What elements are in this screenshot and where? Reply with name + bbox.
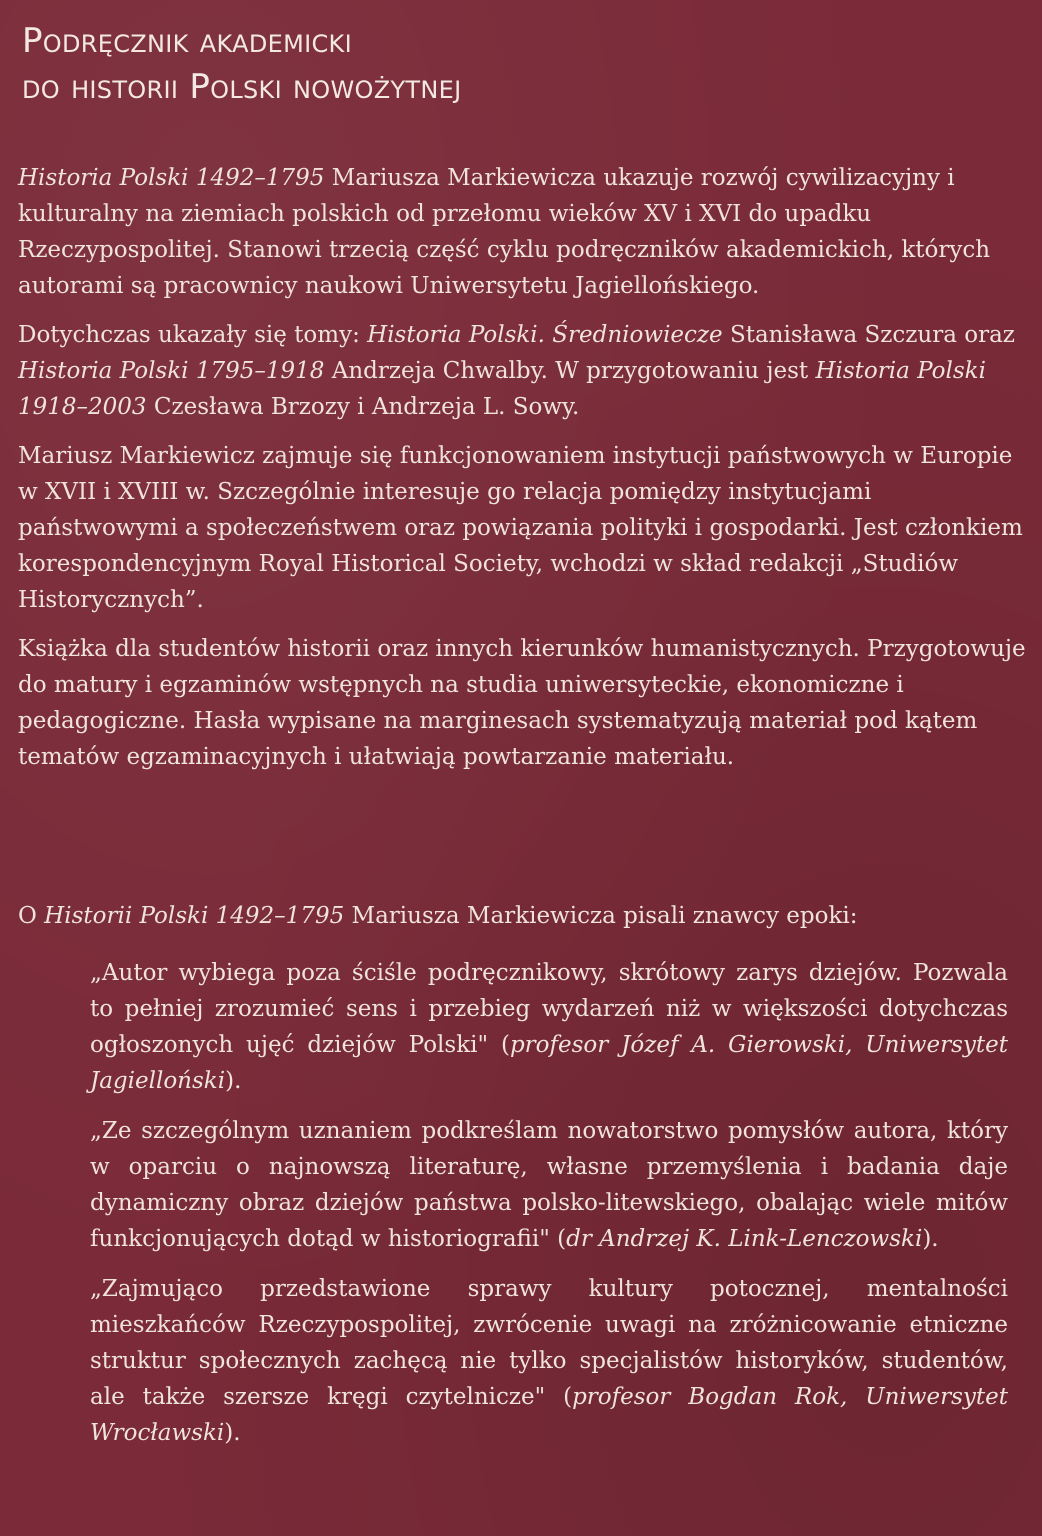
series-text-4: Czesława Brzozy i Andrzeja L. Sowy. — [146, 394, 580, 420]
review-quotes — [90, 955, 1008, 1465]
paragraph-series — [18, 317, 1026, 425]
quote-text: „Zajmująco przedstawione sprawy kultury potocznej, mentalności mieszkańców Rzeczypospolitej, zwrócenie uwagi na zróżnicowanie etniczne struktur społecznych zachęcą nie tylko specjalistów historyków, studentów, ale także szersze kręgi czytelnicze" ( — [90, 1276, 1008, 1410]
paragraph-audience: Książka dla studentów historii oraz innych kierunków humanistycznych. Przygotowuje do matury i egzaminów wstępnych na studia uniwersyteckie, ekonomiczne i pedagogiczne. Hasła wypisane na marginesach systematyzują materiał pod kątem tematów egzaminacyjnych i ułatwiają powtarzanie materiału. — [18, 636, 1026, 770]
paragraph-author: Mariusz Markiewicz zajmuje się funkcjonowaniem instytucji państwowych w Europie w XVII i XVIII w. Szczególnie interesuje go relacja pomiędzy instytucjami państwowymi a społeczeństwem oraz powiązania polityki i gospodarki. Jest członkiem korespondencyjnym Royal Historical Society, wchodzi w skład redakcji „Studiów Historycznych”. — [18, 443, 1023, 613]
review-quote — [90, 1271, 1008, 1451]
review-quote — [90, 955, 1008, 1099]
series-title-1: Historia Polski. Średniowiecze — [367, 322, 723, 348]
cover-heading — [22, 18, 461, 110]
reviews-lead-title: Historii Polski 1492–1795 — [44, 903, 345, 929]
series-title-3: Historia Polski 1918–2003 — [18, 358, 986, 420]
review-quote — [90, 1113, 1008, 1257]
series-title-2: Historia Polski 1795–1918 — [18, 358, 325, 384]
quote-attribution: dr Andrzej K. Link-Lenczowski — [566, 1226, 923, 1252]
series-text-3: Andrzeja Chwalby. W przygotowaniu jest — [324, 358, 816, 384]
reviews-lead-text-2: Mariusza Markiewicza pisali znawcy epoki: — [344, 903, 858, 929]
reviews-lead-text-1: O — [18, 903, 45, 929]
quote-text: „Autor wybiega poza ściśle podręcznikowy, skrótowy zarys dziejów. Pozwala to pełniej zrozumieć sens i przebieg wydarzeń niż w większości dotychczas ogłoszonych ujęć dziejów Polski" ( — [90, 960, 1008, 1058]
series-text-2: Stanisława Szczura oraz — [722, 322, 1015, 348]
quote-attribution: profesor Bogdan Rok, Uniwersytet Wrocławski — [90, 1384, 1008, 1446]
quote-tail: ). — [224, 1420, 241, 1446]
quote-tail: ). — [922, 1226, 939, 1252]
heading-line-2: do historii Polski nowożytnej — [22, 67, 462, 107]
series-text-1: Dotychczas ukazały się tomy: — [18, 322, 368, 348]
book-title: Historia Polski 1492–1795 — [18, 165, 325, 191]
paragraph-intro — [18, 160, 1026, 304]
quote-text: „Ze szczególnym uznaniem podkreślam nowatorstwo pomysłów autora, który w oparciu o najnowszą literaturę, własne przemyślenia i badania daje dynamiczny obraz dziejów państwa polsko-litewskiego, obalając wiele mitów funkcjonujących dotąd w historiografii" ( — [90, 1118, 1008, 1252]
heading-line-1: Podręcznik akademicki — [22, 21, 352, 61]
reviews-lead — [18, 898, 1026, 934]
description-body — [18, 160, 1026, 788]
paragraph-intro-text: Mariusza Markiewicza ukazuje rozwój cywilizacyjny i kulturalny na ziemiach polskich od przełomu wieków XV i XVI do upadku Rzeczypospolitej. Stanowi trzecią część cyklu podręczników akademickich, których autorami są pracownicy naukowi Uniwersytetu Jagiellońskiego. — [18, 165, 991, 299]
quote-tail: ). — [225, 1068, 242, 1094]
quote-attribution: profesor Józef A. Gierowski, Uniwersytet Jagielloński — [90, 1032, 1008, 1094]
